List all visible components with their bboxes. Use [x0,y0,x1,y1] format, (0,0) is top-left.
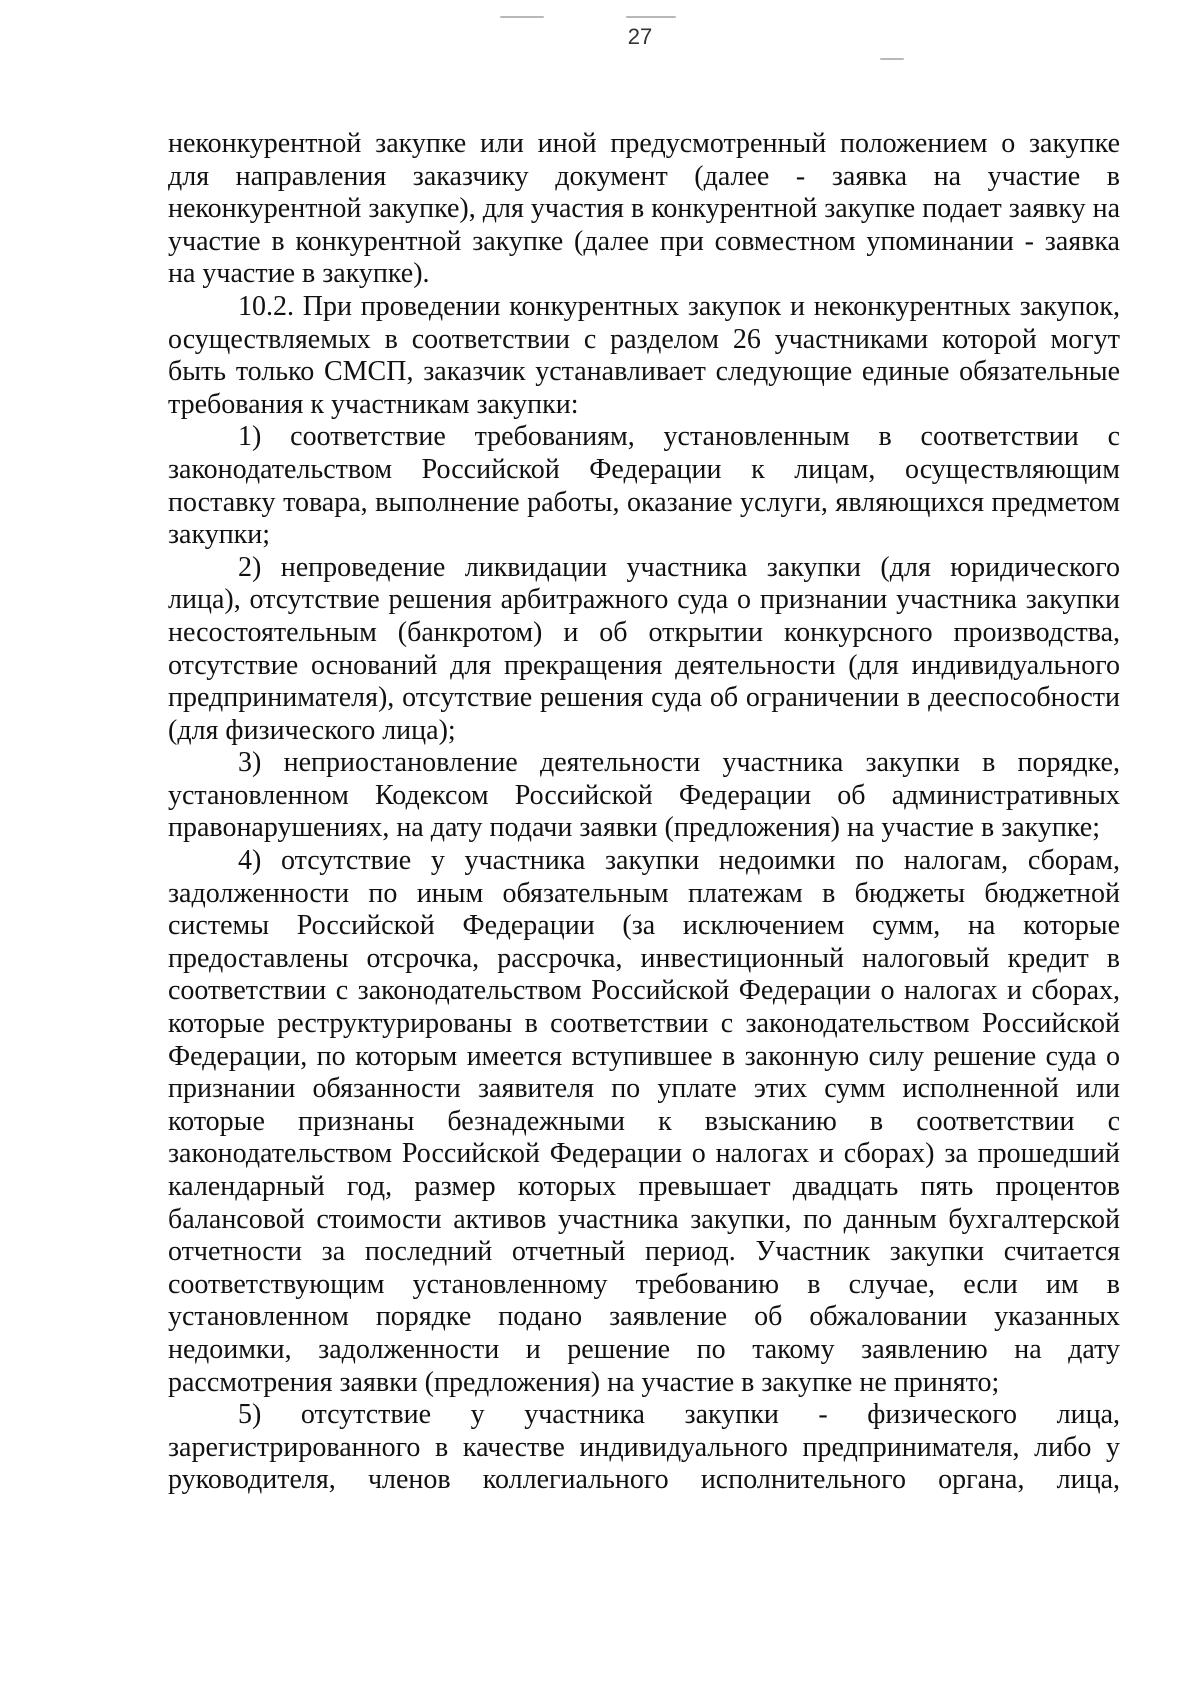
paragraph-10-2: 10.2. При проведении конкурентных закупок и неконкурентных закупок, осуществляемых в соответствии с разделом 26 участниками которой могут быть только СМСП, заказчик устанавливает следующие единые обязательные требования к участникам закупки: [168,290,1120,420]
paragraph-item-3: 3) неприостановление деятельности участника закупки в порядке, установленном Кодексом Российской Федерации об административных правонарушениях, на дату подачи заявки (предложения) на участие в закупке; [168,747,1120,844]
scan-speck [880,58,904,60]
paragraph-item-5: 5) отсутствие у участника закупки - физического лица, зарегистрированного в качестве индивидуального предпринимателя, либо у руководителя, членов коллегиального исполнительного органа, лица, [168,1399,1120,1496]
document-body [168,128,1120,1497]
paragraph-item-2: 2) непроведение ликвидации участника закупки (для юридического лица), отсутствие решения арбитражного суда о признании участника закупки несостоятельным (банкротом) и об открытии конкурсного производства, отсутствие оснований для прекращения деятельности (для индивидуального предпринимателя), отсутствие решения суда об ограничении в дееспособности (для физического лица); [168,551,1120,746]
paragraph-item-4: 4) отсутствие у участника закупки недоимки по налогам, сборам, задолженности по иным обязательным платежам в бюджеты бюджетной системы Российской Федерации (за исключением сумм, на которые предоставлены отсрочка, рассрочка, инвестиционный налоговый кредит в соответствии с законодательством Российской Федерации о налогах и сборах, которые реструктурированы в соответствии с законодательством Российской Федерации, по которым имеется вступившее в законную силу решение суда о признании обязанности заявителя по уплате этих сумм исполненной или которые признаны безнадежными к взысканию в соответствии с законодательством Российской Федерации о налогах и сборах) за прошедший календарный год, размер которых превышает двадцать пять процентов балансовой стоимости активов участника закупки, по данным бухгалтерской отчетности за последний отчетный период. Участник закупки считается соответствующим установленному требованию в случае, если им в установленном порядке подано заявление об обжаловании указанных недоимки, задолженности и решение по такому заявлению на дату рассмотрения заявки (предложения) на участие в закупке не принято; [168,845,1120,1398]
page-number: 27 [627,24,653,49]
scan-speck [500,16,544,18]
paragraph-continuation: неконкурентной закупке или иной предусмотренный положением о закупке для направления заказчику документ (далее - заявка на участие в неконкурентной закупке), для участия в конкурентной закупке подает заявку на участие в конкурентной закупке (далее при совместном упоминании - заявка на участие в закупке). [168,128,1120,290]
paragraph-item-1: 1) соответствие требованиям, установленным в соответствии с законодательством Российской Федерации к лицам, осуществляющим поставку товара, выполнение работы, оказание услуги, являющихся предметом закупки; [168,421,1120,551]
scan-speck [626,16,676,18]
